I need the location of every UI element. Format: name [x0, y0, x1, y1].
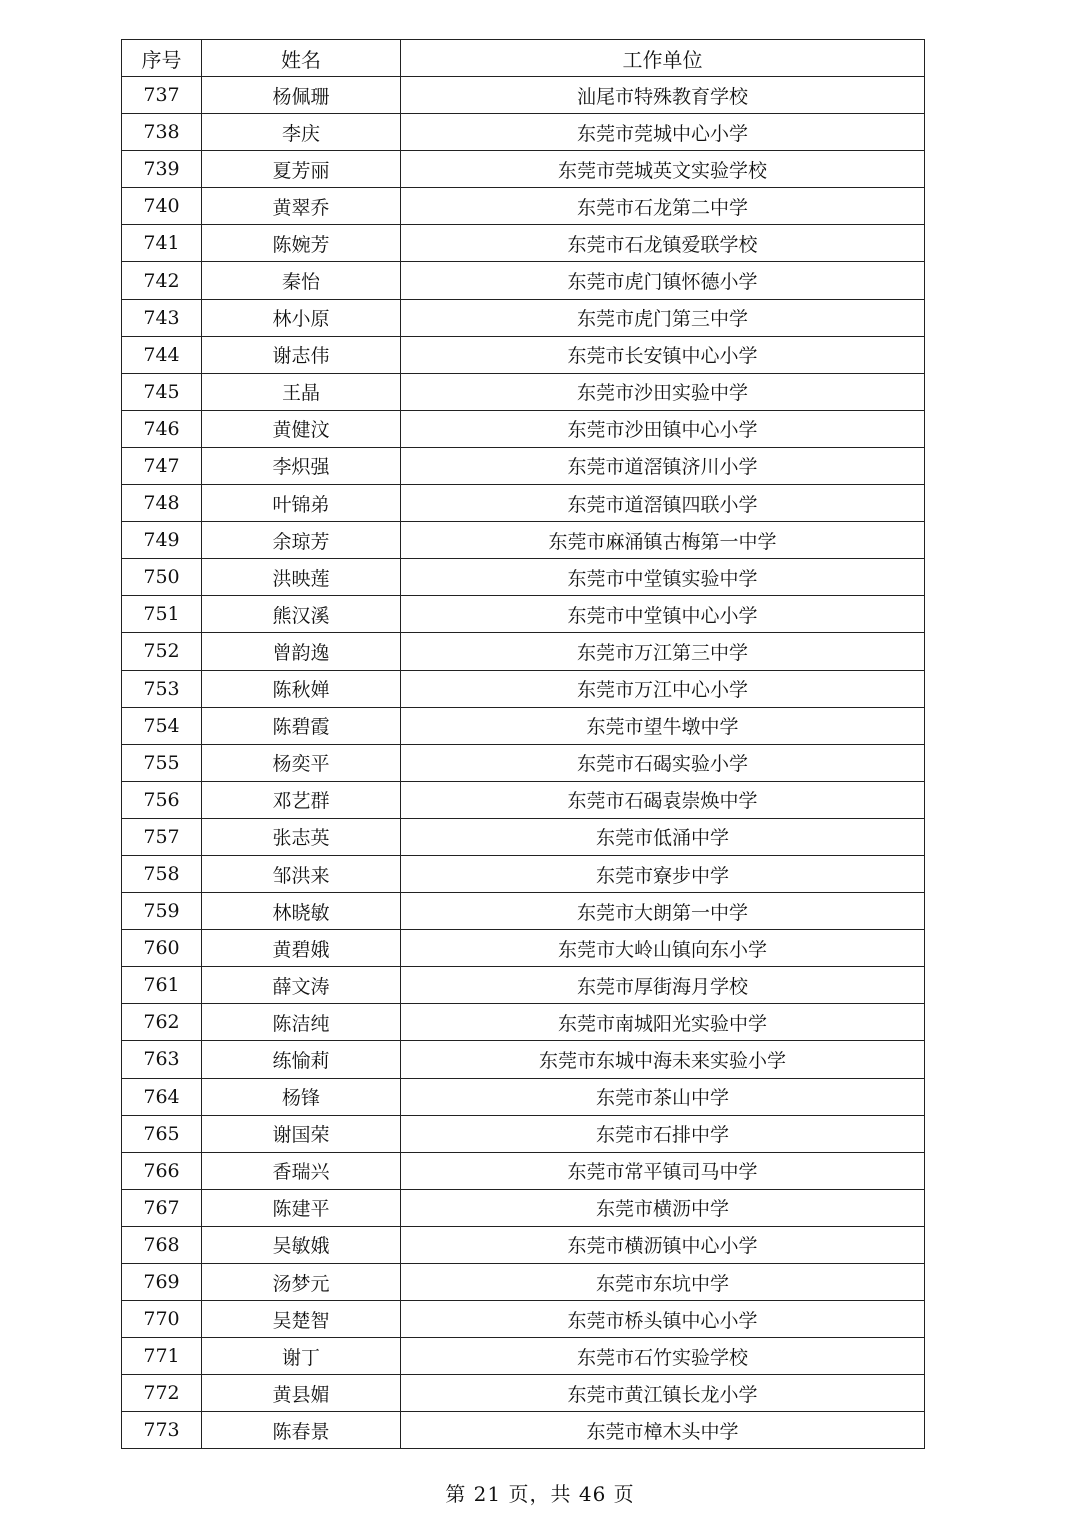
cell-work-unit: 东莞市横沥中学 — [401, 1189, 925, 1226]
cell-name: 夏芳丽 — [202, 151, 401, 188]
cell-name: 香瑞兴 — [202, 1152, 401, 1189]
cell-work-unit: 东莞市莞城中心小学 — [401, 114, 925, 151]
cell-work-unit: 东莞市樟木头中学 — [401, 1412, 925, 1449]
table-row — [122, 1041, 925, 1078]
cell-work-unit: 东莞市石龙镇爱联学校 — [401, 225, 925, 262]
table-row — [122, 447, 925, 484]
cell-work-unit: 东莞市石龙第二中学 — [401, 188, 925, 225]
cell-serial-number: 748 — [122, 485, 202, 522]
roster-table — [121, 39, 925, 1449]
cell-name: 曾韵逸 — [202, 633, 401, 670]
cell-name: 陈碧霞 — [202, 707, 401, 744]
cell-name: 陈秋婵 — [202, 670, 401, 707]
cell-serial-number: 757 — [122, 818, 202, 855]
cell-name: 余琼芳 — [202, 522, 401, 559]
table-row — [122, 1004, 925, 1041]
cell-serial-number: 737 — [122, 77, 202, 114]
table-row — [122, 151, 925, 188]
page-number-footer: 第 21 页，共 46 页 — [445, 1482, 635, 1506]
cell-name: 陈婉芳 — [202, 225, 401, 262]
cell-serial-number: 738 — [122, 114, 202, 151]
cell-name: 叶锦弟 — [202, 485, 401, 522]
cell-serial-number: 772 — [122, 1375, 202, 1412]
cell-serial-number: 771 — [122, 1338, 202, 1375]
cell-name: 杨奕平 — [202, 744, 401, 781]
cell-name: 杨锋 — [202, 1078, 401, 1115]
table-row — [122, 967, 925, 1004]
cell-work-unit: 东莞市寮步中学 — [401, 855, 925, 892]
table-row — [122, 1375, 925, 1412]
table-row — [122, 1078, 925, 1115]
cell-name: 李炽强 — [202, 447, 401, 484]
cell-serial-number: 770 — [122, 1301, 202, 1338]
cell-name: 李庆 — [202, 114, 401, 151]
cell-serial-number: 750 — [122, 559, 202, 596]
table-row — [122, 225, 925, 262]
table-row — [122, 410, 925, 447]
table-header-row — [122, 40, 925, 77]
cell-work-unit: 东莞市厚街海月学校 — [401, 967, 925, 1004]
cell-serial-number: 760 — [122, 930, 202, 967]
header-work-unit: 工作单位 — [401, 40, 925, 77]
cell-serial-number: 754 — [122, 707, 202, 744]
cell-serial-number: 743 — [122, 299, 202, 336]
cell-name: 陈春景 — [202, 1412, 401, 1449]
cell-serial-number: 739 — [122, 151, 202, 188]
cell-work-unit: 东莞市道滘镇济川小学 — [401, 447, 925, 484]
cell-name: 邹洪来 — [202, 855, 401, 892]
cell-serial-number: 763 — [122, 1041, 202, 1078]
cell-work-unit: 东莞市虎门第三中学 — [401, 299, 925, 336]
cell-serial-number: 769 — [122, 1264, 202, 1301]
table-row — [122, 373, 925, 410]
cell-name: 邓艺群 — [202, 781, 401, 818]
table-row — [122, 77, 925, 114]
cell-name: 黄翠乔 — [202, 188, 401, 225]
cell-serial-number: 749 — [122, 522, 202, 559]
table-row — [122, 559, 925, 596]
cell-work-unit: 东莞市沙田镇中心小学 — [401, 410, 925, 447]
cell-name: 张志英 — [202, 818, 401, 855]
cell-name: 陈洁纯 — [202, 1004, 401, 1041]
table-row — [122, 707, 925, 744]
cell-name: 王晶 — [202, 373, 401, 410]
cell-serial-number: 744 — [122, 336, 202, 373]
cell-name: 杨佩珊 — [202, 77, 401, 114]
cell-work-unit: 东莞市万江第三中学 — [401, 633, 925, 670]
cell-work-unit: 东莞市常平镇司马中学 — [401, 1152, 925, 1189]
cell-serial-number: 765 — [122, 1115, 202, 1152]
table-row — [122, 1412, 925, 1449]
cell-work-unit: 东莞市石排中学 — [401, 1115, 925, 1152]
cell-name: 谢志伟 — [202, 336, 401, 373]
cell-serial-number: 761 — [122, 967, 202, 1004]
table-row — [122, 114, 925, 151]
table-row — [122, 1301, 925, 1338]
cell-serial-number: 773 — [122, 1412, 202, 1449]
cell-serial-number: 741 — [122, 225, 202, 262]
cell-name: 谢丁 — [202, 1338, 401, 1375]
table-row — [122, 485, 925, 522]
cell-serial-number: 751 — [122, 596, 202, 633]
table-row — [122, 262, 925, 299]
cell-work-unit: 东莞市低涌中学 — [401, 818, 925, 855]
cell-work-unit: 东莞市沙田实验中学 — [401, 373, 925, 410]
cell-name: 练愉莉 — [202, 1041, 401, 1078]
cell-work-unit: 东莞市中堂镇中心小学 — [401, 596, 925, 633]
table-row — [122, 1189, 925, 1226]
table-row — [122, 299, 925, 336]
cell-work-unit: 东莞市东坑中学 — [401, 1264, 925, 1301]
table-row — [122, 818, 925, 855]
cell-work-unit: 东莞市横沥镇中心小学 — [401, 1226, 925, 1263]
table-row — [122, 670, 925, 707]
table-row — [122, 336, 925, 373]
cell-work-unit: 东莞市长安镇中心小学 — [401, 336, 925, 373]
cell-name: 吴敏娥 — [202, 1226, 401, 1263]
cell-work-unit: 东莞市茶山中学 — [401, 1078, 925, 1115]
table-row — [122, 1152, 925, 1189]
cell-serial-number: 755 — [122, 744, 202, 781]
cell-serial-number: 756 — [122, 781, 202, 818]
cell-serial-number: 745 — [122, 373, 202, 410]
table-row — [122, 633, 925, 670]
cell-name: 林晓敏 — [202, 893, 401, 930]
cell-serial-number: 764 — [122, 1078, 202, 1115]
cell-name: 吴楚智 — [202, 1301, 401, 1338]
cell-serial-number: 767 — [122, 1189, 202, 1226]
cell-serial-number: 766 — [122, 1152, 202, 1189]
table-row — [122, 855, 925, 892]
table-row — [122, 930, 925, 967]
table-body — [122, 77, 925, 1449]
cell-name: 洪映莲 — [202, 559, 401, 596]
table-row — [122, 1115, 925, 1152]
cell-serial-number: 762 — [122, 1004, 202, 1041]
cell-name: 黄健汶 — [202, 410, 401, 447]
cell-work-unit: 东莞市石碣实验小学 — [401, 744, 925, 781]
table-row — [122, 596, 925, 633]
cell-name: 汤梦元 — [202, 1264, 401, 1301]
cell-name: 林小原 — [202, 299, 401, 336]
cell-work-unit: 东莞市虎门镇怀德小学 — [401, 262, 925, 299]
cell-name: 秦怡 — [202, 262, 401, 299]
cell-name: 陈建平 — [202, 1189, 401, 1226]
cell-name: 黄碧娥 — [202, 930, 401, 967]
table-row — [122, 522, 925, 559]
table-row — [122, 188, 925, 225]
cell-work-unit: 东莞市大岭山镇向东小学 — [401, 930, 925, 967]
cell-work-unit: 东莞市黄江镇长龙小学 — [401, 1375, 925, 1412]
cell-work-unit: 东莞市麻涌镇古梅第一中学 — [401, 522, 925, 559]
cell-serial-number: 740 — [122, 188, 202, 225]
cell-serial-number: 746 — [122, 410, 202, 447]
cell-work-unit: 东莞市道滘镇四联小学 — [401, 485, 925, 522]
cell-serial-number: 753 — [122, 670, 202, 707]
cell-serial-number: 747 — [122, 447, 202, 484]
cell-serial-number: 758 — [122, 855, 202, 892]
cell-serial-number: 742 — [122, 262, 202, 299]
header-serial-number: 序号 — [122, 40, 202, 77]
cell-work-unit: 东莞市南城阳光实验中学 — [401, 1004, 925, 1041]
cell-serial-number: 752 — [122, 633, 202, 670]
cell-serial-number: 759 — [122, 893, 202, 930]
cell-work-unit: 东莞市东城中海未来实验小学 — [401, 1041, 925, 1078]
cell-work-unit: 东莞市莞城英文实验学校 — [401, 151, 925, 188]
table-row — [122, 1264, 925, 1301]
cell-name: 黄县媚 — [202, 1375, 401, 1412]
table-row — [122, 1226, 925, 1263]
cell-serial-number: 768 — [122, 1226, 202, 1263]
cell-name: 谢国荣 — [202, 1115, 401, 1152]
cell-name: 薛文涛 — [202, 967, 401, 1004]
table-row — [122, 1338, 925, 1375]
header-name: 姓名 — [202, 40, 401, 77]
table-row — [122, 744, 925, 781]
cell-work-unit: 东莞市大朗第一中学 — [401, 893, 925, 930]
cell-work-unit: 汕尾市特殊教育学校 — [401, 77, 925, 114]
cell-work-unit: 东莞市中堂镇实验中学 — [401, 559, 925, 596]
cell-name: 熊汉溪 — [202, 596, 401, 633]
cell-work-unit: 东莞市万江中心小学 — [401, 670, 925, 707]
cell-work-unit: 东莞市石碣袁崇焕中学 — [401, 781, 925, 818]
table-row — [122, 781, 925, 818]
cell-work-unit: 东莞市石竹实验学校 — [401, 1338, 925, 1375]
table-row — [122, 893, 925, 930]
cell-work-unit: 东莞市望牛墩中学 — [401, 707, 925, 744]
cell-work-unit: 东莞市桥头镇中心小学 — [401, 1301, 925, 1338]
